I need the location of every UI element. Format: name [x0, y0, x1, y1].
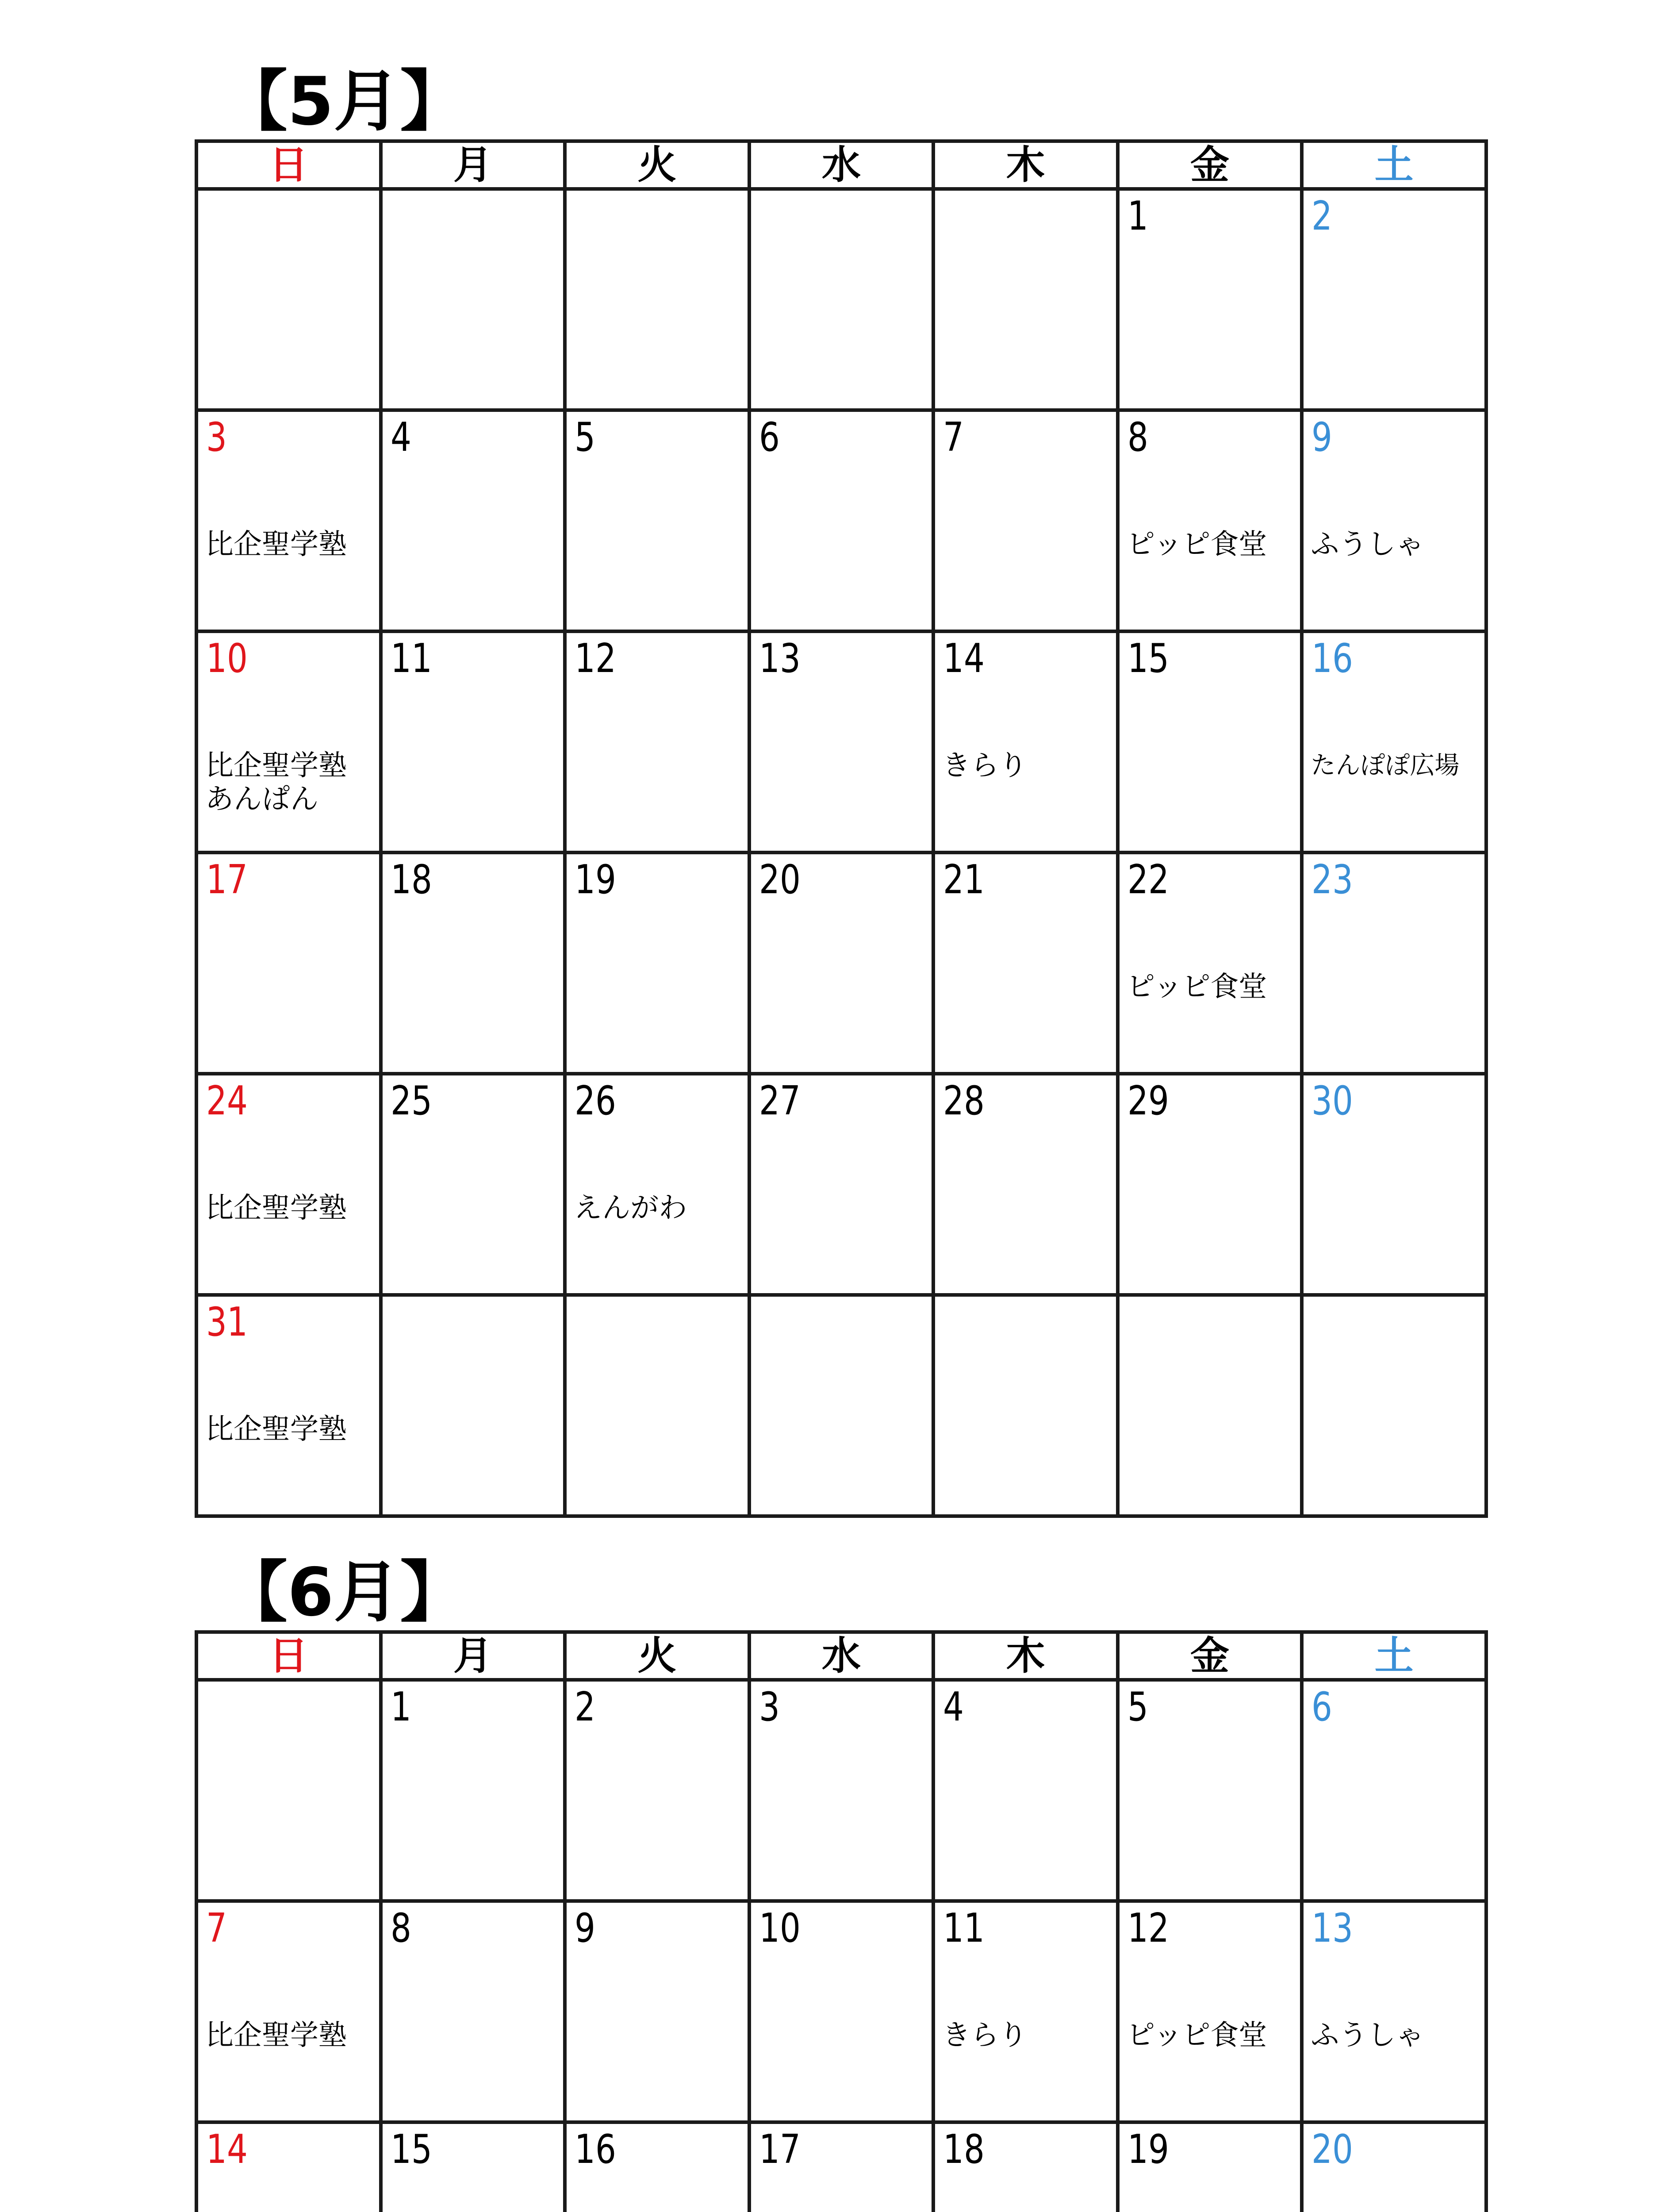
event-list: [1311, 2019, 1483, 2052]
day-number: 11: [390, 635, 432, 682]
day-cell: [381, 410, 565, 631]
day-number: 6: [759, 414, 780, 461]
day-cell: [933, 189, 1118, 410]
event-list: [1311, 749, 1483, 783]
day-cell: [196, 1680, 381, 1901]
day-cell: [1118, 2122, 1302, 2212]
event-label: あんぱん: [205, 783, 318, 816]
month-title: 【5月】: [221, 63, 467, 140]
day-number: 12: [1127, 1905, 1169, 1951]
day-number: 28: [943, 1078, 985, 1124]
day-number: 8: [390, 1905, 411, 1951]
day-cell: [933, 2122, 1118, 2212]
event-list: [1127, 970, 1299, 1004]
day-number: 15: [390, 2126, 432, 2173]
day-number: 10: [759, 1905, 801, 1951]
day-cell: [749, 1295, 934, 1516]
day-cell: [565, 410, 749, 631]
calendar-grid: [195, 139, 1488, 1518]
day-cell: [381, 2122, 565, 2212]
day-number: 3: [759, 1684, 780, 1730]
day-cell: [196, 2122, 381, 2212]
day-number: 30: [1311, 1078, 1354, 1124]
day-number: 7: [943, 414, 964, 461]
day-number: 26: [575, 1078, 617, 1124]
week-row: [196, 1074, 1486, 1295]
day-number: 5: [575, 414, 596, 461]
weekday-header: 水: [749, 1632, 934, 1680]
day-number: 19: [575, 856, 617, 903]
day-number: 11: [943, 1905, 985, 1951]
event-label: 比企聖学塾: [205, 528, 347, 561]
day-cell: [1118, 853, 1302, 1074]
event-label: ふうしゃ: [1311, 528, 1424, 561]
event-list: [1127, 2019, 1299, 2052]
day-cell: [933, 631, 1118, 853]
week-row: [196, 1295, 1486, 1516]
day-cell: [1118, 631, 1302, 853]
week-row: [196, 1901, 1486, 2122]
day-cell: [1118, 1295, 1302, 1516]
event-label: 比企聖学塾: [205, 1413, 347, 1446]
day-number: 29: [1127, 1078, 1169, 1124]
day-cell: [196, 1074, 381, 1295]
day-cell: [1302, 1680, 1486, 1901]
day-number: 19: [1127, 2126, 1169, 2173]
day-cell: [933, 1680, 1118, 1901]
weekday-header: 土: [1302, 1632, 1486, 1680]
day-number: 2: [575, 1684, 596, 1730]
month-title: 【6月】: [221, 1554, 467, 1631]
event-list: [1127, 528, 1299, 561]
day-number: 10: [206, 635, 248, 682]
event-label: 比企聖学塾: [205, 2019, 347, 2052]
event-label: ピッピ食堂: [1126, 528, 1267, 561]
day-cell: [749, 1074, 934, 1295]
week-row: [196, 631, 1486, 853]
week-row: [196, 2122, 1486, 2212]
weekday-header: 木: [933, 141, 1118, 189]
day-cell: [749, 2122, 934, 2212]
event-list: [574, 1191, 746, 1225]
event-list: [942, 2019, 1114, 2052]
day-number: 16: [1311, 635, 1354, 682]
day-cell: [565, 2122, 749, 2212]
day-cell: [565, 189, 749, 410]
day-number: 4: [943, 1684, 964, 1730]
day-cell: [381, 1901, 565, 2122]
event-label: きらり: [942, 2019, 1028, 2052]
day-cell: [381, 1295, 565, 1516]
day-cell: [565, 631, 749, 853]
day-cell: [1302, 631, 1486, 853]
event-label: 比企聖学塾: [205, 1192, 347, 1225]
day-number: 8: [1127, 414, 1148, 461]
day-cell: [749, 410, 934, 631]
day-number: 14: [943, 635, 985, 682]
day-cell: [1118, 410, 1302, 631]
day-cell: [381, 1074, 565, 1295]
day-cell: [565, 1901, 749, 2122]
day-cell: [1302, 2122, 1486, 2212]
day-number: 23: [1311, 856, 1354, 903]
day-cell: [1118, 1680, 1302, 1901]
calendar-weeks: [196, 1680, 1486, 2212]
day-cell: [1302, 1901, 1486, 2122]
day-number: 12: [575, 635, 617, 682]
day-cell: [196, 1901, 381, 2122]
day-number: 13: [759, 635, 801, 682]
day-cell: [1302, 1295, 1486, 1516]
day-cell: [1302, 1074, 1486, 1295]
day-number: 15: [1127, 635, 1169, 682]
event-label: 比企聖学塾: [205, 749, 347, 782]
day-number: 13: [1311, 1905, 1354, 1951]
weekday-header: 日: [196, 141, 381, 189]
weekday-header-row: [196, 1632, 1486, 1680]
day-cell: [565, 1074, 749, 1295]
day-cell: [933, 410, 1118, 631]
day-number: 9: [575, 1905, 596, 1951]
day-number: 31: [206, 1299, 248, 1345]
day-cell: [933, 1295, 1118, 1516]
day-cell: [933, 1901, 1118, 2122]
day-cell: [1118, 1901, 1302, 2122]
day-cell: [749, 1680, 934, 1901]
day-number: 17: [759, 2126, 801, 2173]
event-label: きらり: [942, 749, 1028, 782]
day-number: 9: [1311, 414, 1333, 461]
day-number: 1: [390, 1684, 411, 1730]
day-cell: [749, 189, 934, 410]
day-number: 3: [206, 414, 227, 461]
event-label: たんぽぽ広場: [1311, 751, 1460, 780]
weekday-header-row: [196, 141, 1486, 189]
event-list: [942, 749, 1114, 783]
day-cell: [196, 410, 381, 631]
day-cell: [1302, 853, 1486, 1074]
event-label: ふうしゃ: [1311, 2019, 1424, 2052]
event-list: [205, 2019, 377, 2052]
event-list: [205, 1191, 377, 1225]
day-cell: [565, 853, 749, 1074]
day-cell: [565, 1295, 749, 1516]
day-cell: [565, 1680, 749, 1901]
day-number: 1: [1127, 193, 1148, 239]
week-row: [196, 189, 1486, 410]
day-number: 20: [1311, 2126, 1354, 2173]
day-cell: [1118, 189, 1302, 410]
day-cell: [196, 1295, 381, 1516]
day-number: 25: [390, 1078, 432, 1124]
day-number: 27: [759, 1078, 801, 1124]
weekday-header: 土: [1302, 141, 1486, 189]
weekday-header: 木: [933, 1632, 1118, 1680]
event-list: [1311, 528, 1483, 561]
day-cell: [749, 1901, 934, 2122]
week-row: [196, 853, 1486, 1074]
week-row: [196, 410, 1486, 631]
weekday-header: 月: [381, 141, 565, 189]
weekday-header: 火: [565, 1632, 749, 1680]
day-cell: [1302, 189, 1486, 410]
day-number: 17: [206, 856, 248, 903]
event-list: [205, 749, 377, 816]
day-cell: [749, 853, 934, 1074]
day-cell: [1302, 410, 1486, 631]
day-number: 16: [575, 2126, 617, 2173]
day-number: 21: [943, 856, 985, 903]
week-row: [196, 1680, 1486, 1901]
event-label: ピッピ食堂: [1126, 2019, 1267, 2052]
day-cell: [381, 189, 565, 410]
day-cell: [196, 853, 381, 1074]
day-number: 22: [1127, 856, 1169, 903]
day-number: 2: [1311, 193, 1333, 239]
day-number: 5: [1127, 1684, 1148, 1730]
day-cell: [933, 853, 1118, 1074]
day-cell: [381, 631, 565, 853]
day-cell: [1118, 1074, 1302, 1295]
event-label: えんがわ: [574, 1192, 687, 1225]
weekday-header: 月: [381, 1632, 565, 1680]
day-number: 14: [206, 2126, 248, 2173]
calendar-weeks: [196, 189, 1486, 1516]
day-cell: [196, 189, 381, 410]
day-number: 20: [759, 856, 801, 903]
weekday-header: 水: [749, 141, 934, 189]
event-label: ピッピ食堂: [1126, 971, 1267, 1003]
day-cell: [933, 1074, 1118, 1295]
weekday-header: 金: [1118, 141, 1302, 189]
day-number: 18: [390, 856, 432, 903]
weekday-header: 金: [1118, 1632, 1302, 1680]
weekday-header: 日: [196, 1632, 381, 1680]
day-number: 18: [943, 2126, 985, 2173]
event-list: [205, 528, 377, 561]
event-list: [205, 1413, 377, 1446]
weekday-header: 火: [565, 141, 749, 189]
day-cell: [381, 1680, 565, 1901]
calendar-grid: [195, 1630, 1488, 2212]
day-number: 4: [390, 414, 411, 461]
day-cell: [196, 631, 381, 853]
day-number: 6: [1311, 1684, 1333, 1730]
day-number: 7: [206, 1905, 227, 1951]
day-cell: [381, 853, 565, 1074]
day-number: 24: [206, 1078, 248, 1124]
day-cell: [749, 631, 934, 853]
